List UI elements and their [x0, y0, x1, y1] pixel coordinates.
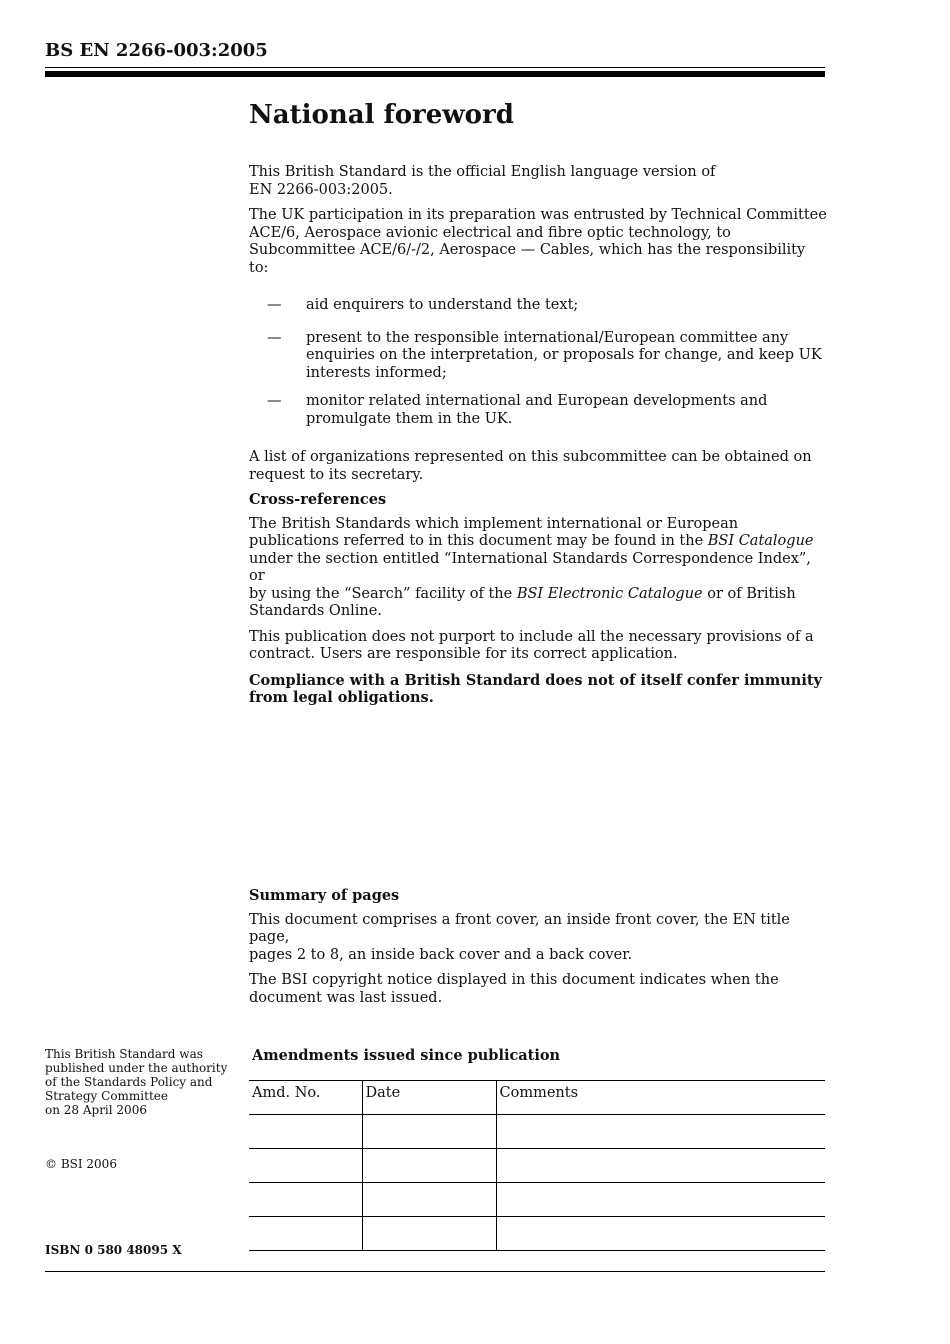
summary-section [249, 887, 829, 1007]
cross-references-paragraph: The British Standards which implement international or European publications referred to in this document may be found in the BSI Catalogue under the section entitled “International Standards Correspondence Index”, or by using the “Search” facility of the BSI Electronic Catalogue or of British Standards Online. [249, 515, 814, 619]
table-row [249, 1183, 825, 1217]
table-cell [249, 1183, 362, 1217]
list-item: — aid enquirers to understand the text; [267, 297, 579, 313]
table-cell [496, 1115, 825, 1149]
column-header: Amd. No. [249, 1081, 362, 1115]
table-cell [362, 1217, 496, 1251]
column-header: Comments [496, 1081, 825, 1115]
table-row [249, 1217, 825, 1251]
column-header: Date [362, 1081, 496, 1115]
dash-bullet: — [267, 329, 282, 346]
page-title: National foreword [249, 100, 514, 130]
table-cell [362, 1183, 496, 1217]
intro-paragraph: This British Standard is the official English language version of EN 2266-003:2005. [249, 164, 716, 198]
authority-note: This British Standard was published under the authority of the Standards Policy and Strategy Committee on 28 April 2006 [45, 1047, 228, 1117]
isbn: ISBN 0 580 48095 X [45, 1243, 182, 1257]
table-cell [249, 1115, 362, 1149]
list-item: — monitor related international and European developments and promulgate them in the UK. [267, 393, 768, 427]
list-item: — present to the responsible international/European committee any enquiries on the interpretation, or proposals for change, and keep UK interests informed; [267, 329, 822, 381]
table-cell [496, 1183, 825, 1217]
provisions-paragraph: This publication does not purport to include all the necessary provisions of a contract. Users are responsible for its correct application. [249, 628, 814, 662]
organizations-paragraph: A list of organizations represented on this subcommittee can be obtained on request to its secretary. [249, 449, 812, 483]
summary-heading: Summary of pages [249, 887, 400, 904]
footer-rule [45, 1271, 825, 1272]
amendments-table [249, 1080, 825, 1251]
table-cell [362, 1115, 496, 1149]
table-cell [249, 1149, 362, 1183]
table-cell [496, 1217, 825, 1251]
header-rule-thin [45, 67, 825, 68]
dash-bullet: — [267, 297, 282, 313]
cross-references-heading: Cross-references [249, 491, 387, 508]
amendments-title: Amendments issued since publication [252, 1047, 561, 1064]
compliance-statement: Compliance with a British Standard does not of itself confer immunity from legal obligations. [249, 671, 822, 706]
table-cell [249, 1217, 362, 1251]
summary-paragraph: This document comprises a front cover, an inside front cover, the EN title page, pages 2 to 8, an inside back cover and a back cover. [249, 911, 790, 963]
foreword-body [249, 164, 829, 707]
copyright-line: © BSI 2006 [45, 1157, 117, 1171]
header-rule-thick [45, 71, 825, 77]
document-id: BS EN 2266-003:2005 [45, 40, 268, 61]
table-row [249, 1149, 825, 1183]
table-header-row [249, 1081, 825, 1115]
table-row [249, 1115, 825, 1149]
responsibility-list [249, 297, 829, 428]
table-cell [496, 1149, 825, 1183]
participation-paragraph: The UK participation in its preparation was entrusted by Technical Committee ACE/6, Aerospace avionic electrical and fibre optic technology, to Subcommittee ACE/6/-/2, Aerospace — Cables, which has the responsibility to: [249, 207, 827, 276]
table-cell [362, 1149, 496, 1183]
copyright-notice-paragraph: The BSI copyright notice displayed in this document indicates when the document was last issued. [249, 972, 779, 1006]
dash-bullet: — [267, 393, 282, 409]
